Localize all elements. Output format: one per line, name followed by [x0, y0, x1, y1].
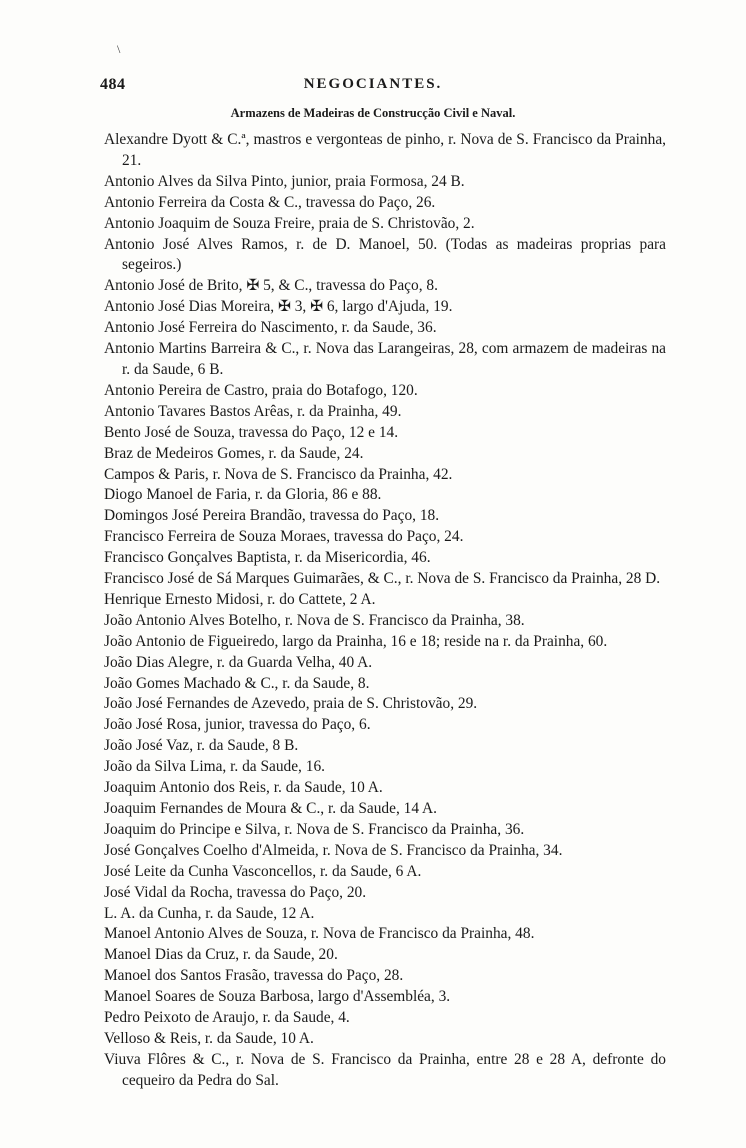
list-item: Francisco Ferreira de Souza Moraes, travessa do Paço, 24. — [104, 528, 464, 546]
list-item: Antonio José de Brito, ✠ 5, & C., travessa do Paço, 8. — [104, 277, 438, 295]
list-item: João da Silva Lima, r. da Saude, 16. — [104, 758, 325, 776]
section-title: Armazens de Madeiras de Construcção Civil e Naval. — [230, 106, 516, 120]
stray-ink-mark: \ — [117, 42, 121, 56]
list-item: Antonio Ferreira da Costa & C., travessa do Paço, 26. — [104, 193, 436, 211]
list-item: João Antonio de Figueiredo, largo da Prainha, 16 e 18; reside na r. da Prainha, 60. — [104, 632, 608, 650]
list-item: Joaquim Antonio dos Reis, r. da Saude, 10 A. — [104, 779, 383, 797]
list-item: Antonio Pereira de Castro, praia do Botafogo, 120. — [104, 381, 418, 399]
list-item: Manoel dos Santos Frasão, travessa do Paço, 28. — [104, 967, 404, 985]
page-number: 484 — [100, 76, 126, 93]
list-item: Campos & Paris, r. Nova de S. Francisco da Prainha, 42. — [104, 465, 453, 483]
list-item: Antonio José Ferreira do Nascimento, r. da Saude, 36. — [104, 319, 437, 337]
list-item: João Gomes Machado & C., r. da Saude, 8. — [104, 674, 370, 692]
running-head: NEGOCIANTES. — [303, 76, 443, 92]
list-item: Henrique Ernesto Midosi, r. do Cattete, 2 A. — [104, 590, 376, 608]
list-item: João José Rosa, junior, travessa do Paço, 6. — [104, 716, 371, 734]
list-item: João Antonio Alves Botelho, r. Nova de S. Francisco da Prainha, 38. — [104, 611, 525, 629]
list-item: Antonio Martins Barreira & C., r. Nova das Larangeiras, 28, com armazem de madeiras na r. da Saude, 6 B. — [104, 340, 666, 378]
list-item: Antonio Joaquim de Souza Freire, praia de S. Christovão, 2. — [104, 214, 475, 232]
list-item: Francisco José de Sá Marques Guimarães, & C., r. Nova de S. Francisco da Prainha, 28 D. — [104, 570, 661, 588]
list-item: Francisco Gonçalves Baptista, r. da Misericordia, 46. — [104, 549, 431, 567]
list-item: Joaquim do Principe e Silva, r. Nova de S. Francisco da Prainha, 36. — [104, 820, 525, 838]
list-item: João Dias Alegre, r. da Guarda Velha, 40 A. — [104, 653, 373, 671]
list-item: João José Vaz, r. da Saude, 8 B. — [104, 737, 299, 755]
list-item: Bento José de Souza, travessa do Paço, 12 e 14. — [104, 423, 399, 441]
list-item: José Vidal da Rocha, travessa do Paço, 20. — [104, 883, 367, 901]
list-item: Domingos José Pereira Brandão, travessa do Paço, 18. — [104, 507, 440, 525]
list-item: Manoel Soares de Souza Barbosa, largo d'Assembléa, 3. — [104, 988, 451, 1006]
list-item: Antonio José Dias Moreira, ✠ 3, ✠ 6, largo d'Ajuda, 19. — [104, 298, 453, 316]
list-item: Diogo Manoel de Faria, r. da Gloria, 86 e 88. — [104, 486, 382, 504]
list-item: José Leite da Cunha Vasconcellos, r. da Saude, 6 A. — [104, 862, 422, 880]
list-item: Viuva Flôres & C., r. Nova de S. Francisco da Prainha, entre 28 e 28 A, defronte do cequeiro da Pedra do Sal. — [104, 1050, 666, 1089]
list-item: Manoel Dias da Cruz, r. da Saude, 20. — [104, 946, 338, 964]
list-item: José Gonçalves Coelho d'Almeida, r. Nova de S. Francisco da Prainha, 34. — [104, 841, 563, 859]
list-item: João José Fernandes de Azevedo, praia de S. Christovão, 29. — [104, 695, 478, 713]
list-item: Braz de Medeiros Gomes, r. da Saude, 24. — [104, 444, 364, 462]
list-item: Velloso & Reis, r. da Saude, 10 A. — [104, 1029, 314, 1047]
list-item: Antonio José Alves Ramos, r. de D. Manoel, 50. (Todas as madeiras proprias para segeiros.) — [104, 235, 666, 274]
list-item: Antonio Tavares Bastos Arêas, r. da Prainha, 49. — [104, 402, 402, 420]
list-item: Antonio Alves da Silva Pinto, junior, praia Formosa, 24 B. — [104, 172, 465, 190]
list-item: L. A. da Cunha, r. da Saude, 12 A. — [104, 904, 315, 922]
list-item: Alexandre Dyott & C.ª, mastros e vergonteas de pinho, r. Nova de S. Francisco da Prainha, 21. — [104, 131, 666, 169]
list-item: Joaquim Fernandes de Moura & C., r. da Saude, 14 A. — [104, 800, 437, 817]
list-item: Pedro Peixoto de Araujo, r. da Saude, 4. — [104, 1009, 350, 1027]
merchant-list — [104, 130, 666, 1092]
list-item: Manoel Antonio Alves de Souza, r. Nova de Francisco da Prainha, 48. — [104, 925, 535, 943]
